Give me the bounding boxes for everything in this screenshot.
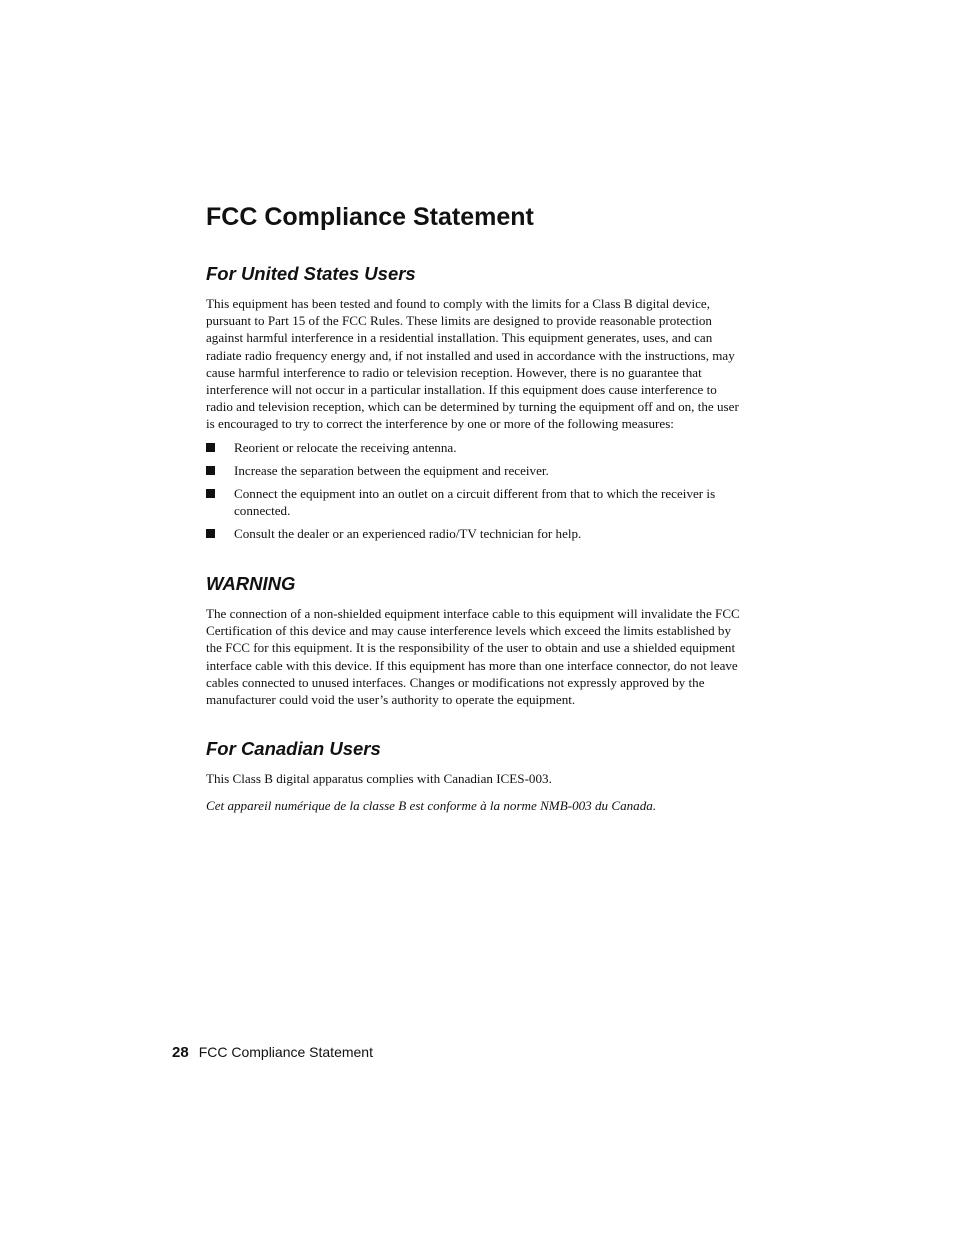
us-users-paragraph: This equipment has been tested and found to comply with the limits for a Class B digital device, pursuant to Part 15 of the FCC Rules. These limits are designed to provide reasonable protection against harmful interference in a residential installation. This equipment generates, uses, and can radiate radio frequency energy and, if not installed and used in accordance with the instructions, may cause harmful interference to radio or television reception. However, there is no guarantee that interference will not occur in a particular installation. If this equipment does cause interference to radio and television reception, which can be determined by turning the equipment off and on, the user is encouraged to try to correct the interference by one or more of the following measures:: [206, 296, 739, 432]
list-item: [206, 462, 746, 479]
measures-list: [206, 439, 746, 543]
list-item-text: Increase the separation between the equipment and receiver.: [234, 462, 549, 478]
square-bullet-icon: [206, 489, 215, 498]
page-footer: [172, 1042, 373, 1063]
warning-section: [206, 572, 746, 708]
footer-title: FCC Compliance Statement: [198, 1044, 373, 1060]
canadian-paragraph-english: This Class B digital apparatus complies with Canadian ICES-003.: [206, 771, 552, 786]
canadian-paragraph-french: Cet appareil numérique de la classe B est conforme à la norme NMB-003 du Canada.: [206, 798, 657, 814]
list-item: [206, 439, 746, 456]
list-item: [206, 525, 746, 542]
warning-paragraph: The connection of a non-shielded equipment interface cable to this equipment will invalidate the FCC Certification of this device and may cause interference levels which exceed the limits established by the FCC for this equipment. It is the responsibility of the user to obtain and use a shielded equipment interface cable with this device. If this equipment has more than one interface connector, do not leave cables connected to unused interfaces. Changes or modifications not expressly approved by the manufacturer could void the user’s authority to operate the equipment.: [206, 606, 740, 708]
square-bullet-icon: [206, 466, 215, 475]
canadian-users-section: [206, 737, 746, 814]
canadian-users-heading: For Canadian Users: [206, 738, 381, 759]
list-item: [206, 485, 746, 519]
page-number: 28: [172, 1044, 189, 1061]
warning-heading: WARNING: [206, 573, 296, 594]
page-title: FCC Compliance Statement: [206, 203, 534, 231]
list-item-text: Connect the equipment into an outlet on a circuit different from that to which the receiver is connected.: [234, 486, 716, 519]
square-bullet-icon: [206, 443, 215, 452]
us-users-heading: For United States Users: [206, 263, 416, 284]
square-bullet-icon: [206, 529, 215, 538]
list-item-text: Reorient or relocate the receiving antenna.: [234, 439, 457, 455]
list-item-text: Consult the dealer or an experienced radio/TV technician for help.: [234, 526, 582, 542]
us-users-section: [206, 262, 746, 543]
